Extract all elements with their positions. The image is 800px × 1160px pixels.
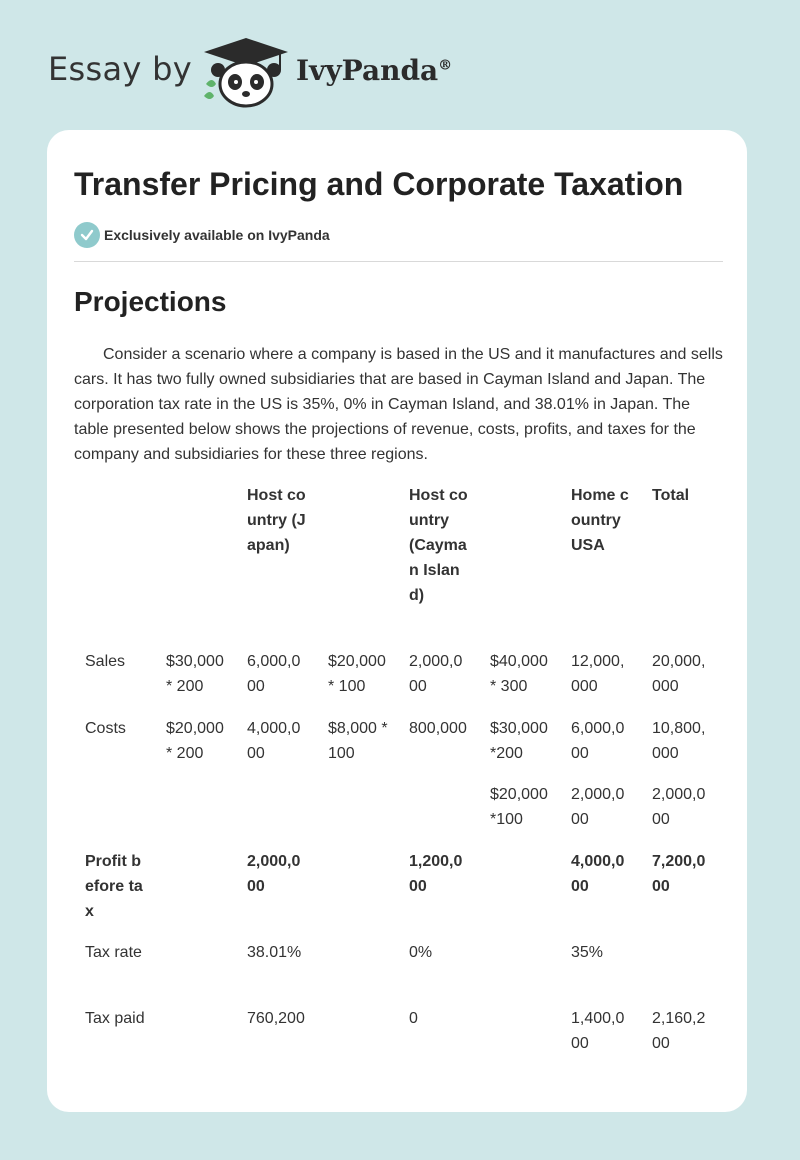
table-cell: 4,000,000 — [247, 720, 301, 762]
exclusive-badge — [74, 222, 330, 248]
table-row-label: Tax paid — [85, 1010, 145, 1027]
table-header-cell: Total — [652, 487, 690, 504]
page-title: Transfer Pricing and Corporate Taxation — [74, 166, 684, 202]
table-cell: 38.01% — [247, 944, 302, 961]
table-cell: 4,000,000 — [571, 853, 625, 895]
table-cell: 800,000 — [409, 720, 467, 737]
table-row-label: Tax rate — [85, 944, 142, 961]
table-cell: 0% — [409, 944, 433, 961]
essay-card — [47, 130, 747, 1112]
table-cell: 2,160,200 — [652, 1010, 706, 1052]
panda-graduate-icon[interactable] — [200, 36, 292, 110]
table-cell: 2,000,000 — [571, 786, 625, 828]
table-header-cell: Host country (Japan) — [247, 487, 306, 554]
table-cell: 1,200,000 — [409, 853, 463, 895]
section-heading: Projections — [74, 286, 227, 317]
table-cell: 760,200 — [247, 1010, 305, 1027]
site-header — [48, 36, 528, 116]
table-cell: $20,000 * 100 — [328, 653, 386, 695]
table-cell: $40,000 * 300 — [490, 653, 548, 695]
table-cell: 6,000,000 — [571, 720, 625, 762]
brand-name[interactable]: IvyPanda® — [296, 54, 453, 87]
table-header-cell: Host country (Cayman Island) — [409, 487, 468, 604]
table-cell: 7,200,000 — [652, 853, 706, 895]
table-cell: 35% — [571, 944, 604, 961]
table-row-label: Sales — [85, 653, 126, 670]
badge-label: Exclusively available on IvyPanda — [104, 227, 330, 243]
essay-by-label: Essay by — [48, 50, 192, 88]
table-cell: 10,800,000 — [652, 720, 706, 762]
table-cell: $20,000*100 — [490, 786, 548, 828]
table-cell: 6,000,000 — [247, 653, 301, 695]
table-cell: 12,000,000 — [571, 653, 625, 695]
table-cell: 2,000,000 — [652, 786, 706, 828]
table-cell: $8,000 * 100 — [328, 720, 388, 762]
body-paragraph: Consider a scenario where a company is based in the US and it manufactures and sells cars. It has two fully owned subsidiaries that are based in Cayman Island and Japan. The corporation tax rate in the US is 35%, 0% in Cayman Island, and 38.01% in Japan. The table presented below shows the projections of revenue, costs, profits, and taxes for the company and subsidiaries for these three regions. — [74, 346, 723, 463]
table-cell: $30,000*200 — [490, 720, 548, 762]
table-cell: 20,000,000 — [652, 653, 706, 695]
table-cell: 2,000,000 — [409, 653, 463, 695]
table-cell: 0 — [409, 1010, 418, 1027]
table-header-cell: Home countryUSA — [571, 487, 629, 554]
checkmark-icon — [74, 222, 100, 248]
table-row-label: Costs — [85, 720, 126, 737]
divider — [74, 261, 723, 262]
table-row-label: Profit before tax — [85, 853, 143, 920]
table-cell: 2,000,000 — [247, 853, 301, 895]
table-cell: $20,000 * 200 — [166, 720, 224, 762]
table-cell: 1,400,000 — [571, 1010, 625, 1052]
table-cell: $30,000 * 200 — [166, 653, 224, 695]
